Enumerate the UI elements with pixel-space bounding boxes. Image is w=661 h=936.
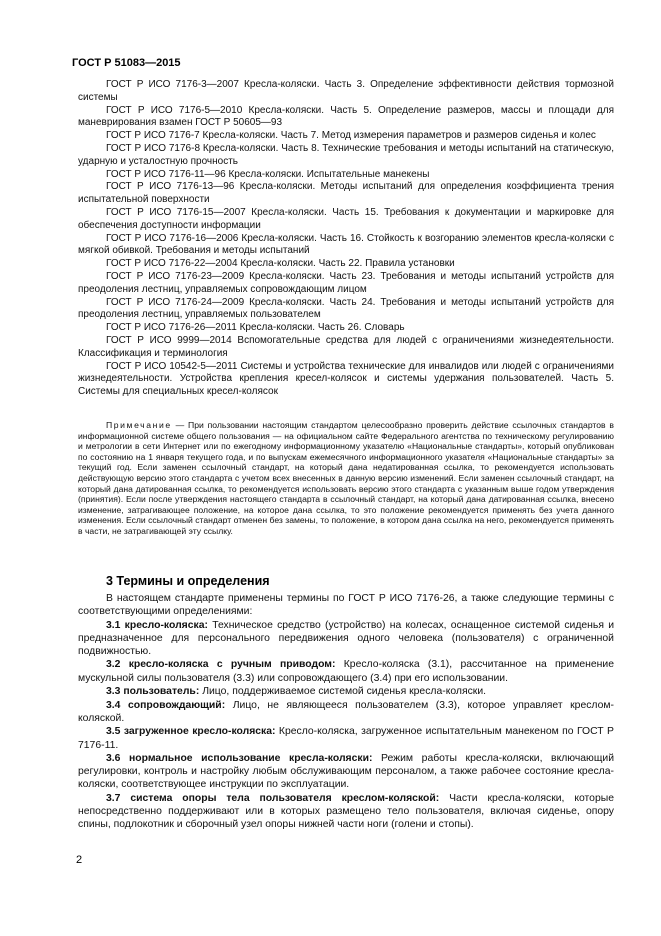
term-definition: Режим работы кресла-коляски, включающий регулировки, контроль и настройку любым обслуживающим персоналом, а также рабочее состояние кресла-коляски, соответствующее инструкции по эксплуатации. [78, 753, 615, 791]
reference-item: ГОСТ Р ИСО 10542-5—2011 Системы и устройства технические для инвалидов или людей с ограничениями жизнедеятельности. Устройства крепления кресел-колясок и системы удержания пользователей. Часть 5. Системы для специальных кресел-колясок [78, 360, 614, 398]
note-text: — При пользовании настоящим стандартом целесообразно проверить действие ссылочных стандартов в информационной системе общего пользования — на официальном сайте Федерального агентства по техническому регулированию и метрологии в сети Интернет или по ежегодному информационному указателю «Национальные стандарты», который опубликован по состоянию на 1 января текущего года, и по выпускам ежемесячного информационного указателя «Национальные стандарты» за текущий год. Если заменен ссылочный стандарт, на который дана недатированная ссылка, то рекомендуется использовать действующую версию этого стандарта с учетом всех внесенных в данную версию изменений. Если заменен ссылочный стандарт, на который дана датированная ссылка, то рекомендуется использовать версию этого стандарта с указанным выше годом утверждения (принятия). Если после утверждения настоящего стандарта в ссылочный стандарт, на который дана датированная ссылка, внесено изменение, затрагивающее положение, на которое дана ссылка, то это положение рекомендуется применять без учета данного изменения. Если ссылочный стандарт отменен без замены, то положение, в котором дана ссылка на него, рекомендуется применять в части, не затрагивающей эту ссылку. [78, 420, 615, 536]
reference-item: ГОСТ Р ИСО 7176-22—2004 Кресла-коляски. Часть 22. Правила установки [106, 258, 455, 270]
reference-item: ГОСТ Р ИСО 7176-13—96 Кресла-коляски. Методы испытаний для определения коэффициента трения испытательной поверхности [78, 181, 614, 206]
reference-item: ГОСТ Р ИСО 7176-23—2009 Кресла-коляски. Часть 23. Требования и методы испытаний устройств для преодоления лестниц, управляемых сопровождающим лицом [78, 270, 614, 295]
reference-item: ГОСТ Р ИСО 7176-11—96 Кресла-коляски. Испытательные манекены [106, 168, 430, 180]
term-definition: Кресло-коляска, загруженное испытательным манекеном по ГОСТ Р 7176-11. [78, 726, 614, 751]
term-name: 3.1 кресло-коляска: [106, 619, 208, 631]
reference-item: ГОСТ Р ИСО 7176-8 Кресла-коляски. Часть 8. Технические требования и методы испытаний на статическую, ударную и усталостную прочность [78, 142, 614, 167]
term-entry [78, 685, 614, 698]
reference-item: ГОСТ Р ИСО 7176-24—2009 Кресла-коляски. Часть 24. Требования и методы испытаний устройств для преодоления лестниц, управляемых пользователем [78, 296, 614, 321]
document-header: ГОСТ Р 51083—2015 [72, 57, 181, 69]
reference-item: ГОСТ Р ИСО 7176-16—2006 Кресла-коляски. Часть 16. Стойкость к возгоранию элементов кресла-коляски с мягкой обивкой. Требования и методы испытаний [78, 232, 614, 257]
note-paragraph [78, 420, 614, 537]
reference-item: ГОСТ Р ИСО 7176-26—2011 Кресла-коляски. Часть 26. Словарь [106, 322, 405, 334]
term-definition: Кресло-коляска (3.1), рассчитанное на применение мускульной силы пользователя (3.3) или сопровождающего (3.4) при его использовании. [78, 659, 614, 684]
reference-item: ГОСТ Р ИСО 7176-5—2010 Кресла-коляски. Часть 5. Определение размеров, массы и площади для маневрирования взамен ГОСТ Р 50605—93 [78, 104, 614, 129]
note-label: Примечание [106, 420, 172, 430]
term-entry [78, 619, 614, 658]
term-name: 3.7 система опоры тела пользователя креслом-коляской: [106, 792, 440, 804]
term-entry [78, 792, 614, 831]
page-number: 2 [76, 854, 83, 866]
normative-references-list [78, 79, 614, 399]
section-title: 3 Термины и определения [106, 574, 270, 588]
term-name: 3.3 пользователь: [106, 686, 200, 698]
reference-item: ГОСТ Р ИСО 7176-15—2007 Кресла-коляски. Часть 15. Требования к документации и маркировке для обеспечения доступности информации [78, 206, 614, 231]
term-definition: Лицо, не являющееся пользователем (3.3), которое управляет креслом-коляской. [78, 699, 614, 724]
term-name: 3.2 кресло-коляска с ручным приводом: [106, 659, 336, 671]
terms-list [78, 592, 614, 831]
reference-item: ГОСТ Р ИСО 9999—2014 Вспомогательные средства для людей с ограничениями жизнедеятельности. Классификация и терминология [78, 334, 614, 359]
term-definition: Лицо, поддерживаемое системой сиденья кресла-коляски. [202, 686, 487, 698]
term-name: 3.4 сопровождающий: [106, 699, 226, 711]
term-name: 3.6 нормальное использование кресла-коляски: [106, 753, 373, 765]
reference-item: ГОСТ Р ИСО 7176-3—2007 Кресла-коляски. Часть 3. Определение эффективности действия тормозной системы [78, 79, 614, 103]
references-note [78, 420, 614, 537]
term-entry [78, 658, 614, 684]
term-entry [78, 725, 614, 751]
term-entry [78, 699, 614, 725]
term-definition: Части кресла-коляски, которые непосредственно поддерживают или в которых размещено тело пользователя, включая сиденье, опору спины, подлокотник и сборочный узел опоры нижней части ноги (голени и стопы). [78, 792, 614, 831]
term-entry [78, 752, 614, 791]
section-intro: В настоящем стандарте применены термины по ГОСТ Р ИСО 7176-26, а также следующие термины с соответствующими определениями: [78, 593, 614, 618]
reference-item: ГОСТ Р ИСО 7176-7 Кресла-коляски. Часть 7. Метод измерения параметров и размеров сиденья и колес [106, 130, 596, 142]
term-name: 3.5 загруженное кресло-коляска: [106, 726, 276, 738]
term-definition: Техническое средство (устройство) на колесах, оснащенное системой сиденья и предназначенное для персонального передвижения одного человека (пользователя) с ограниченной подвижностью. [78, 619, 614, 657]
